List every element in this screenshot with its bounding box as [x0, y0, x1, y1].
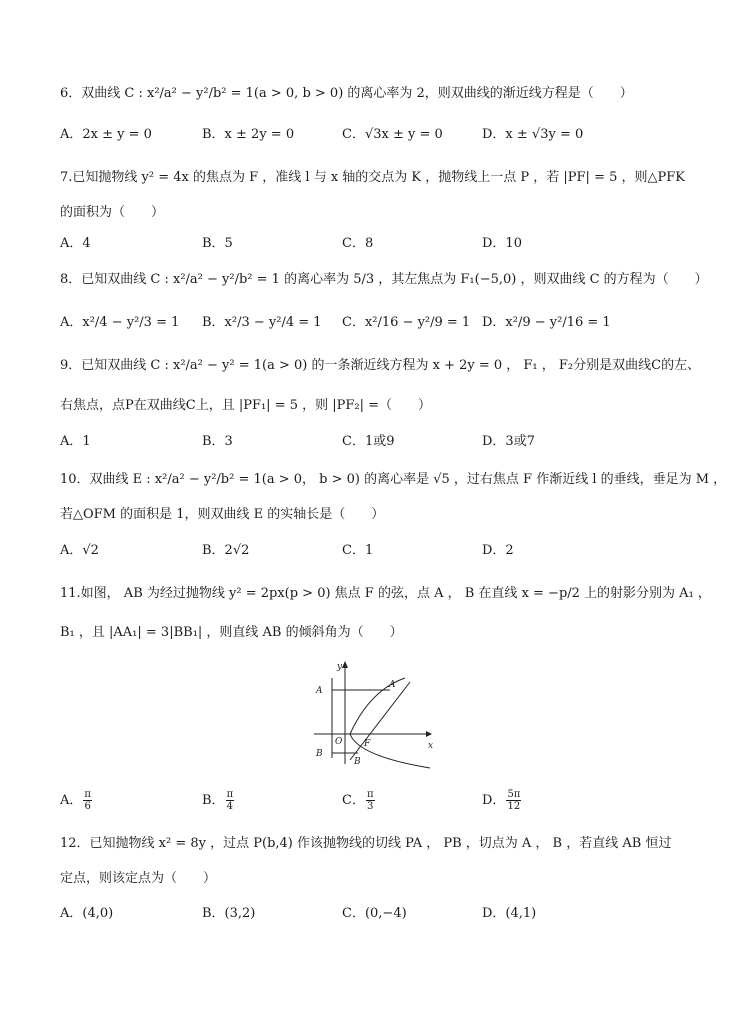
label-f: F	[364, 739, 371, 749]
q11-option-a-fraction	[83, 789, 92, 812]
q9-option-d[interactable]: D．3或7	[482, 434, 535, 449]
q11-option-c[interactable]	[342, 784, 376, 818]
q6-option-a[interactable]: A．2x ± y = 0	[60, 127, 152, 142]
q11-option-d-numerator: 5π	[507, 789, 521, 800]
q12-option-a[interactable]: A．(4,0)	[60, 906, 114, 921]
chord-ab	[350, 682, 410, 760]
q11-stem-line2: B₁ ，且 |AA₁| = 3|BB₁| ，则直线 AB 的倾斜角为（ ）	[60, 625, 403, 640]
q10-option-a[interactable]: A．√2	[60, 543, 99, 558]
q9-option-a[interactable]: A．1	[60, 434, 91, 449]
q10-stem-line1: 10．双曲线 E : x²/a² − y²/b² = 1(a > 0， b > 0) 的离心率是 √5 ，过右焦点 F 作渐近线 l 的垂线，垂足为 M ，	[60, 472, 727, 487]
q10-options	[60, 540, 700, 562]
q10-option-b[interactable]: B．2√2	[202, 543, 250, 558]
q6-stem: 6．双曲线 C : x²/a² − y²/b² = 1(a > 0, b > 0) 的离心率为 2，则双曲线的渐近线方程是（ ）	[60, 86, 633, 101]
q9-stem-line1: 9．已知双曲线 C : x²/a² − y² = 1(a > 0) 的一条渐近线方程为 x + 2y = 0 ， F₁ ， F₂分别是双曲线C的左、	[60, 358, 701, 373]
q7-option-a[interactable]: A．4	[60, 236, 91, 251]
q8-option-a[interactable]: A．x²/4 − y²/3 = 1	[60, 315, 180, 330]
q7-stem-line1: 7.已知抛物线 y² = 4x 的焦点为 F ，准线 l 与 x 轴的交点为 K ，抛物线上一点 P ，若 |PF| = 5 ，则△PFK	[60, 170, 685, 185]
q8-option-b[interactable]: B．x²/3 − y²/4 = 1	[202, 315, 322, 330]
q8-option-c[interactable]: C．x²/16 − y²/9 = 1	[342, 315, 471, 330]
x-axis-arrow	[426, 731, 432, 737]
q11-option-b-denominator: 4	[226, 801, 234, 812]
q12-options	[60, 903, 700, 925]
q11-option-a[interactable]	[60, 784, 93, 818]
q10-stem-line2: 若△OFM 的面积是 1，则双曲线 E 的实轴长是（ ）	[60, 507, 385, 522]
q8-option-d[interactable]: D．x²/9 − y²/16 = 1	[482, 315, 611, 330]
q11-option-b-letter: B．	[202, 793, 225, 808]
q11-option-c-letter: C．	[342, 793, 365, 808]
q8-stem: 8．已知双曲线 C : x²/a² − y²/b² = 1 的离心率为 5/3 ，其左焦点为 F₁(−5,0) ，则双曲线 C 的方程为（ ）	[60, 272, 708, 287]
q7-stem-line2: 的面积为（ ）	[60, 205, 165, 220]
label-a: A	[389, 680, 396, 690]
q11-option-c-fraction	[366, 789, 375, 812]
q11-option-d[interactable]	[482, 784, 522, 818]
q10-option-c[interactable]: C．1	[342, 543, 374, 558]
q12-option-b[interactable]: B．(3,2)	[202, 906, 256, 921]
q11-option-b-fraction	[226, 789, 235, 812]
q12-stem-line2: 定点，则该定点为（ ）	[60, 871, 217, 886]
label-b1: B	[316, 749, 323, 759]
q11-option-b-numerator: π	[226, 789, 234, 800]
q11-options	[60, 784, 700, 818]
q6-option-d[interactable]: D．x ± √3y = 0	[482, 127, 584, 142]
q11-option-c-denominator: 3	[367, 801, 374, 812]
label-x: x	[428, 741, 434, 751]
q11-option-a-letter: A．	[60, 793, 83, 808]
parabola-figure	[310, 660, 435, 774]
parabola-curve	[350, 678, 430, 768]
q11-option-c-numerator: π	[366, 789, 374, 800]
q11-option-d-fraction	[506, 789, 521, 812]
q7-option-b[interactable]: B．5	[202, 236, 233, 251]
q9-stem-line2: 右焦点，点P在双曲线C上，且 |PF₁| = 5 ，则 |PF₂| =（ ）	[60, 398, 432, 413]
q9-options	[60, 431, 700, 453]
q11-option-b[interactable]	[202, 784, 235, 818]
y-axis-arrow	[342, 661, 348, 668]
label-o: O	[335, 737, 343, 747]
q11-option-a-denominator: 6	[84, 801, 91, 812]
parabola-diagram	[310, 660, 435, 770]
q11-option-d-letter: D．	[482, 793, 506, 808]
q11-stem-line1: 11.如图， AB 为经过抛物线 y² = 2px(p > 0) 焦点 F 的弦，点 A ， B 在直线 x = −p/2 上的射影分别为 A₁ ，	[60, 586, 711, 601]
q6-options	[60, 124, 700, 146]
label-a1: A	[316, 686, 323, 696]
q6-option-b[interactable]: B．x ± 2y = 0	[202, 127, 295, 142]
q7-options	[60, 233, 700, 255]
q8-options	[60, 312, 700, 334]
q12-option-c[interactable]: C．(0,−4)	[342, 906, 407, 921]
q12-stem-line1: 12．已知抛物线 x² = 8y ，过点 P(b,4) 作该抛物线的切线 PA ， PB ，切点为 A ， B ，若直线 AB 恒过	[60, 836, 672, 851]
q9-option-b[interactable]: B．3	[202, 434, 233, 449]
q6-option-c[interactable]: C．√3x ± y = 0	[342, 127, 443, 142]
q10-option-d[interactable]: D．2	[482, 543, 514, 558]
q7-option-d[interactable]: D．10	[482, 236, 522, 251]
q12-option-d[interactable]: D．(4,1)	[482, 906, 537, 921]
q9-option-c[interactable]: C．1或9	[342, 434, 395, 449]
q11-option-d-denominator: 12	[507, 801, 521, 812]
q7-option-c[interactable]: C．8	[342, 236, 374, 251]
label-b: B	[354, 757, 361, 767]
label-y: y	[337, 662, 343, 672]
q11-option-a-numerator: π	[84, 789, 91, 800]
